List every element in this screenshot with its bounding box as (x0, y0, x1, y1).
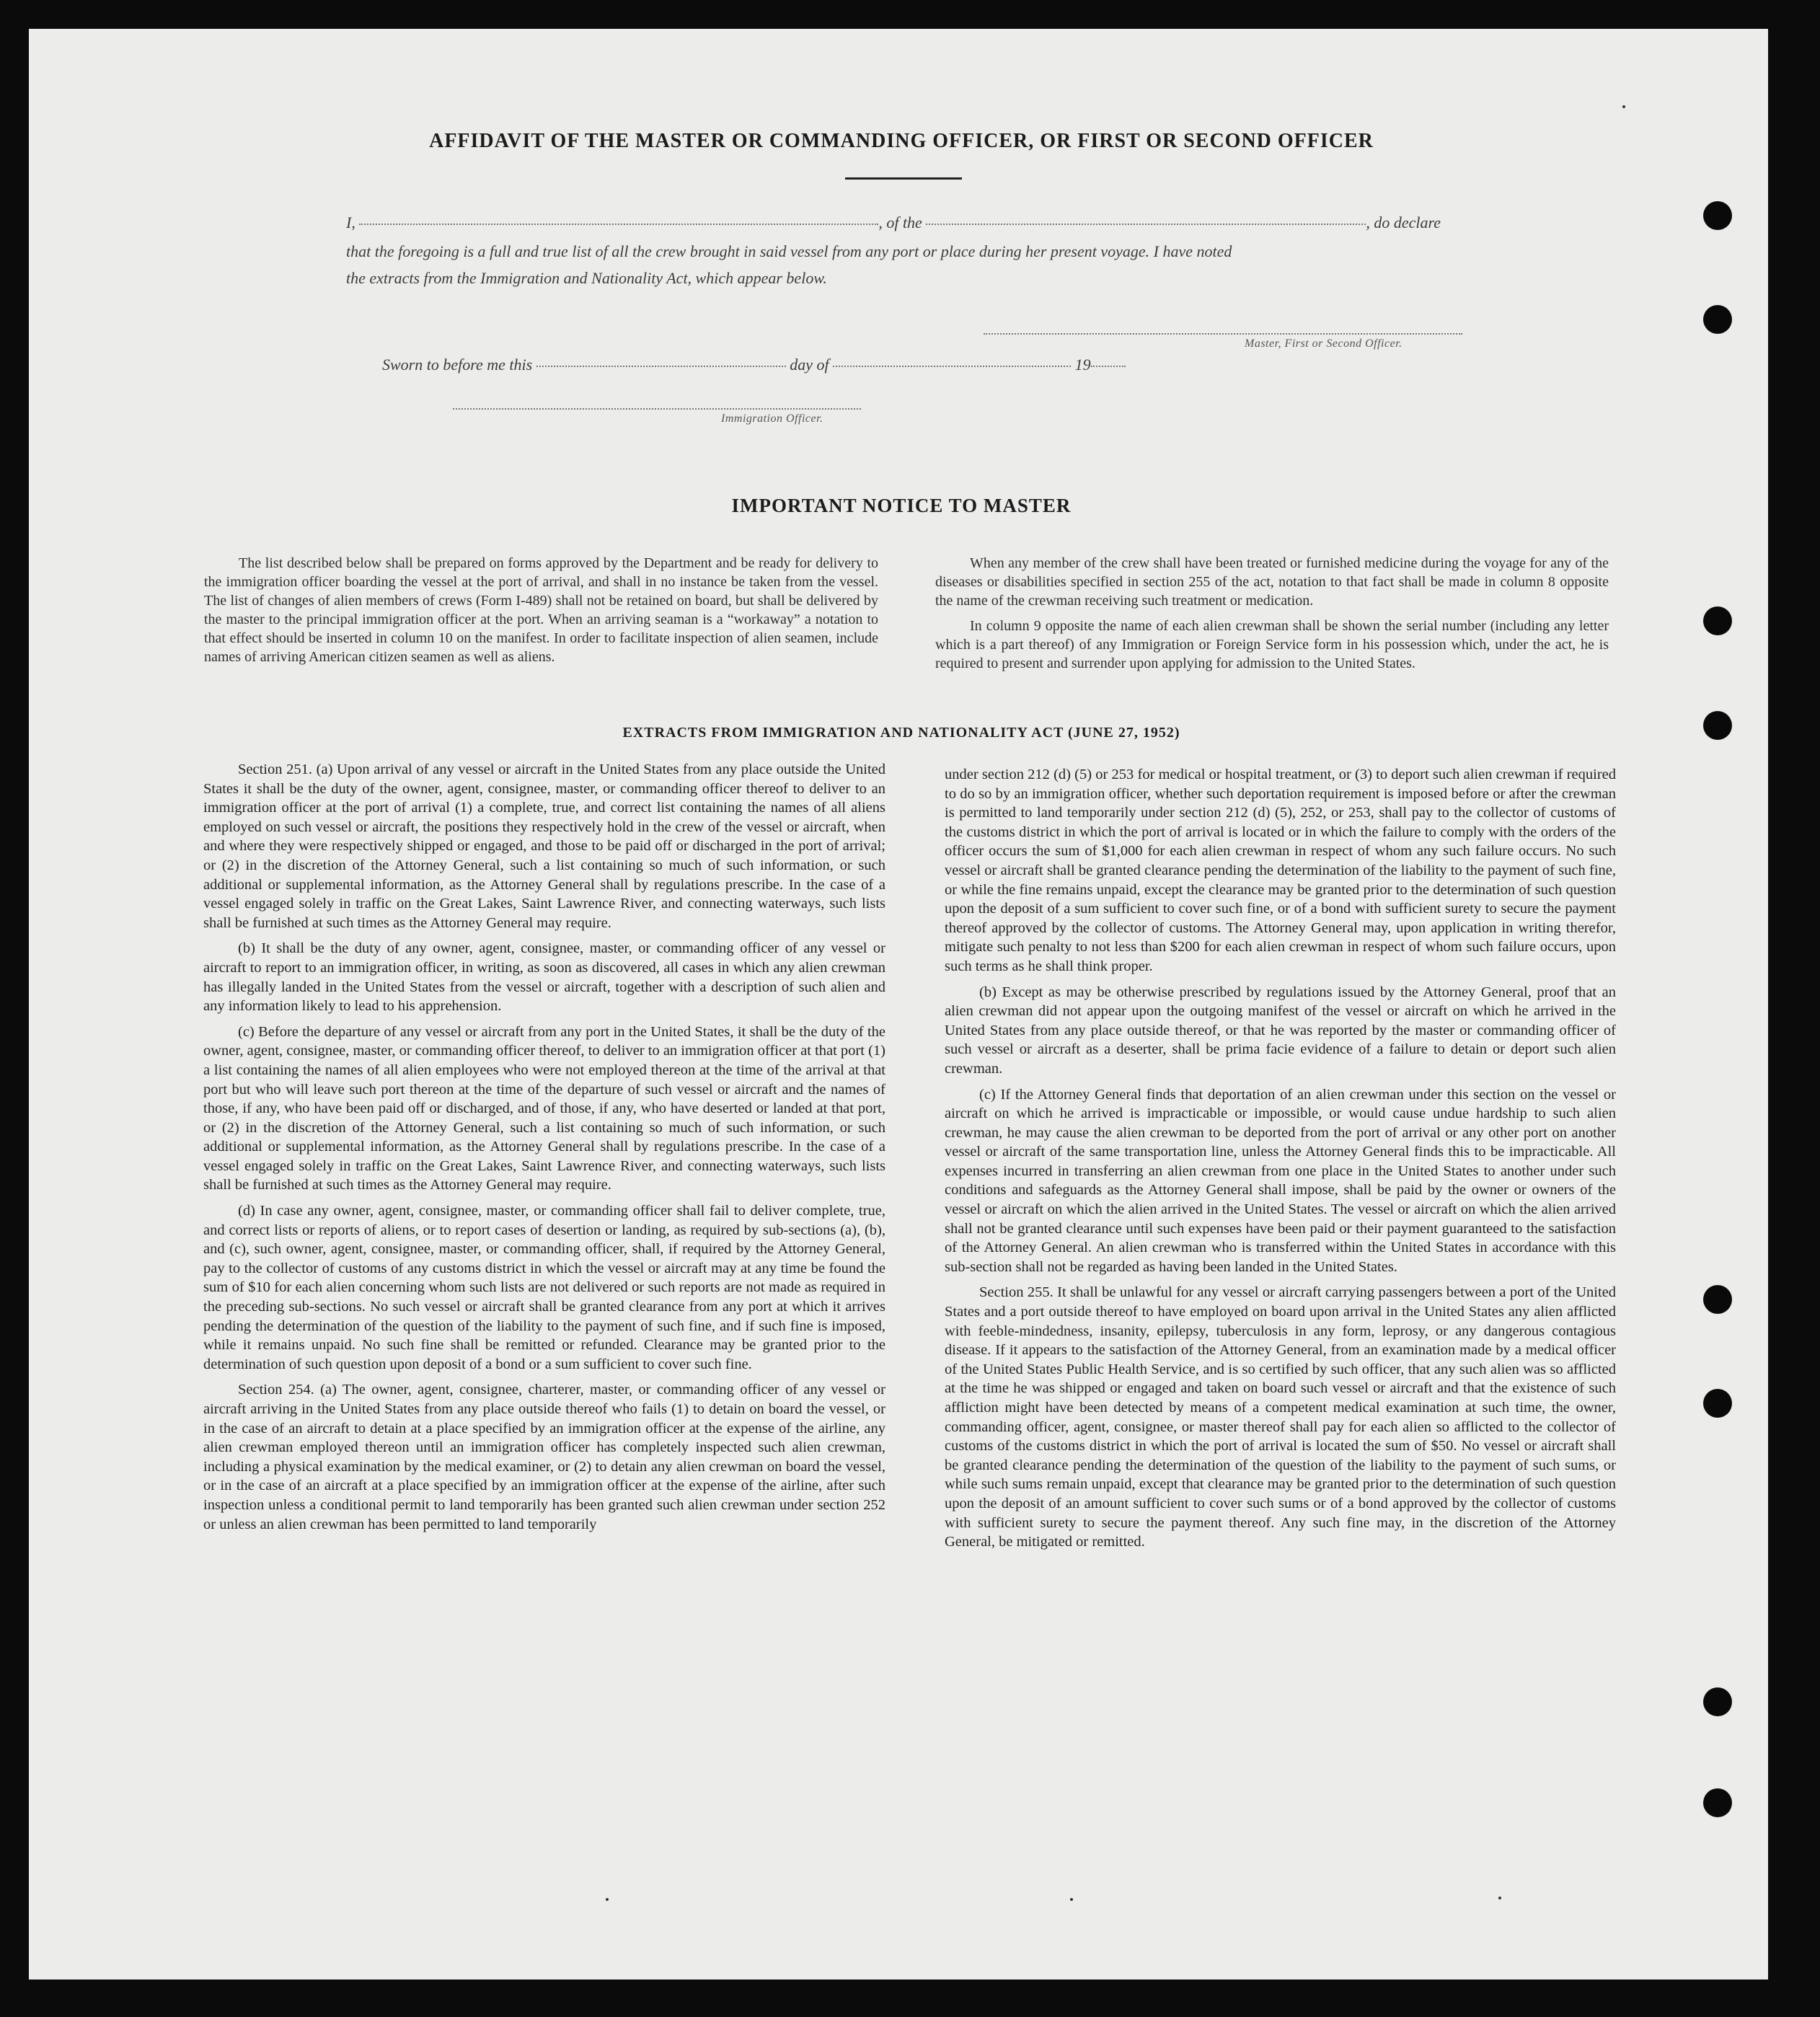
declarant-prefix: I, (346, 213, 355, 231)
sworn-prefix: Sworn to before me this (382, 356, 533, 374)
declaration-line-3: the extracts from the Immigration and Nationality Act, which appear below. (346, 269, 827, 287)
statute-paragraph: under section 212 (d) (5) or 253 for medical or hospital treatment, or (3) to deport such alien crewman if required to do so by an immigration officer, whether such deportation requirement is imposed before or after the crewman is permitted to land temporarily under section 212 (d) (5), 252, or 253, shall pay to the collector of customs of the customs district in which the port of arrival is located or in which the failure to comply with the orders of the officer occurs the sum of $1,000 for each alien crewman in respect of whom any such failure occurs. No such vessel or aircraft shall be granted clearance pending the determination of the liability to the payment of such fine, or while the fine remains unpaid, except the clearance may be granted prior to the determination of such question upon the deposit of a sum sufficient to cover such fine, or of a bond with sufficient surety to secure the payment thereof approved by the collector of customs. The Attorney General may, upon application in writing therefor, mitigate such penalty to not less than $200 for each alien crewman in respect of whom such failure occurs, upon such terms as he shall think proper. (945, 767, 1616, 974)
paper-speck (1070, 1898, 1073, 1901)
declaration-line-2: that the foregoing is a full and true list of all the crew brought in said vessel from any port or place during her present voyage. I have noted (346, 242, 1232, 260)
punch-hole (1703, 305, 1732, 334)
punch-hole (1703, 201, 1732, 230)
statute-paragraph: (c) If the Attorney General finds that deportation of an alien crewman under this section on the vessel or aircraft on which he arrived is impracticable or impossible, or would cause undue hardship to such alien crewman, he may cause the alien crewman to be deported from the port of arrival or any other port on another vessel or aircraft of the same transportation line, unless the Attorney General finds this to be impracticable. All expenses incurred in transferring an alien crewman from one place in the United States to another under such conditions and safeguards as the Attorney General shall impose, shall be paid by the owner or owners of the vessel or aircraft on which the alien arrived in the United States. The vessel or aircraft on which the alien arrived shall not be granted clearance until such expenses have been paid or their payment guaranteed to the satisfaction of the Attorney General. An alien crewman who is transferred within the United States in accordance with this sub-section shall not be regarded as having been landed in the United States. (945, 1086, 1616, 1275)
punch-hole (1703, 606, 1732, 635)
extracts-title: EXTRACTS FROM IMMIGRATION AND NATIONALITY ACT (JUNE 27, 1952) (622, 725, 1180, 741)
statute-paragraph: (b) Except as may be otherwise prescribed by regulations issued by the Attorney General, proof that an alien crewman did not appear upon the outgoing manifest of the vessel or aircraft on which he arrived in the United States from any place outside thereof, or that he was reported by the master or commanding officer of such vessel or aircraft as a deserter, shall be prima facie evidence of a failure to detain or deport such alien crewman. (945, 984, 1616, 1077)
statute-paragraph: Section 251. (a) Upon arrival of any vessel or aircraft in the United States from any place outside the United States it shall be the duty of the owner, agent, consignee, master, or commanding officer thereof to deliver to an immigration officer at the port of arrival (1) a complete, true, and correct list containing the names of all aliens employed on such vessel or aircraft, the positions they respectively hold in the crew of the vessel or aircraft, when and where they were respectively shipped or engaged, and those to be paid off or discharged in the port of arrival; or (2) in the discretion of the Attorney General, such a list containing so much of such information, or such additional or supplemental information, as the Attorney General shall by regulations prescribe. In the case of a vessel engaged solely in traffic on the Great Lakes, Saint Lawrence River, and connecting waterways, such lists shall be furnished at such times as the Attorney General may require. (203, 762, 885, 931)
sworn-line (382, 356, 1500, 374)
officer-signature-field[interactable] (453, 408, 861, 410)
vessel-name-field[interactable] (926, 224, 1366, 225)
sworn-year-field[interactable] (1091, 366, 1126, 367)
master-signature-field[interactable] (984, 333, 1462, 335)
punch-hole (1703, 1285, 1732, 1314)
affidavit-title: AFFIDAVIT OF THE MASTER OR COMMANDING OFFICER, OR FIRST OR SECOND OFFICER (429, 130, 1374, 152)
notice-paragraph: When any member of the crew shall have been treated or furnished medicine during the voyage for any of the diseases or disabilities specified in section 255 of the act, notation to that fact shall be made in column 8 opposite the name of the crewman receiving such treatment or medication. (935, 555, 1609, 609)
declarant-name-field[interactable] (359, 224, 878, 225)
notice-right-column (935, 554, 1609, 679)
statute-paragraph: (b) It shall be the duty of any owner, agent, consignee, master, or commanding officer of any vessel or aircraft to report to an immigration officer, in writing, as soon as discovered, all cases in which any alien crewman has illegally landed in the United States from the vessel or aircraft, together with a description of such alien and any information likely to lead to his apprehension. (203, 940, 885, 1015)
officer-signature-caption: Immigration Officer. (721, 412, 823, 425)
master-signature-caption: Master, First or Second Officer. (1245, 337, 1402, 350)
punch-hole (1703, 1687, 1732, 1716)
sworn-day-field[interactable] (536, 366, 786, 367)
statute-paragraph: (d) In case any owner, agent, consignee, master, or commanding officer shall fail to deliver complete, true, and correct lists or reports of aliens, or to report cases of desertion or landing, as required by sub-sections (a), (b), and (c), such owner, agent, consignee, master, or commanding officer, shall, if required by the Attorney General, pay to the collector of customs of any customs district in which the vessel or aircraft may at any time be found the sum of $10 for each alien concerning whom such lists are not delivered or such reports are not made as required in the preceding sub-sections. No such vessel or aircraft shall be granted clearance from any port at which it arrives pending the determination of the question of the liability to the payment of such fine, and if such fine is imposed, while it remains unpaid. No such fine shall be remitted or refunded. Clearance may be granted prior to the determination of such question upon deposit of a bond or a sum sufficient to cover such fine. (203, 1203, 885, 1372)
notice-left-column (204, 554, 878, 673)
statute-paragraph: Section 254. (a) The owner, agent, consignee, charterer, master, or commanding officer of any vessel or aircraft arriving in the United States from any place outside thereof who fails (1) to detain on board the vessel, or in the case of an aircraft to detain at a place specified by an immigration officer at the expense of the airline, any alien crewman employed thereon until an immigration officer has completely inspected such alien crewman, including a physical examination by the medical examiner, or (2) to detain any alien crewman on board the vessel, or in the case of an aircraft at a place specified by an immigration officer at the expense of the airline, after such inspection unless a conditional permit to land temporarily has been granted such alien crewman under section 252 or unless an alien crewman has been permitted to land temporarily (203, 1382, 885, 1532)
paper-speck (1498, 1897, 1501, 1899)
sworn-day-of: day of (790, 356, 829, 374)
extracts-right-column (945, 765, 1616, 1558)
paper-speck (1622, 105, 1625, 108)
paper-speck (606, 1898, 609, 1901)
punch-hole (1703, 1788, 1732, 1817)
declare-text: , do declare (1366, 213, 1441, 231)
notice-paragraph: The list described below shall be prepared on forms approved by the Department and be ready for delivery to the immigration officer boarding the vessel at the port of arrival, and shall in no instance be taken from the vessel. The list of changes of alien members of crews (Form I-489) shall not be retained on board, but shall be delivered by the master to the principal immigration officer at the port. When an arriving seaman is a “workaway” a notation to that effect should be inserted in column 10 on the manifest. In order to facilitate inspection of alien seamen, include names of arriving American citizen seamen as well as aliens. (204, 555, 878, 665)
declaration-line-1 (346, 213, 1464, 232)
sworn-month-field[interactable] (833, 366, 1071, 367)
punch-hole (1703, 1389, 1732, 1418)
statute-paragraph: (c) Before the departure of any vessel or aircraft from any port in the United States, it shall be the duty of the owner, agent, consignee, master, or commanding officer thereof, to deliver to an immigration officer at that port (1) a list containing the names of all alien employees who were not employed thereon at the time of the arrival at that port but who will leave such port thereon at the time of the departure of such vessel or aircraft and the names of those, if any, who have been paid off or discharged, and of those, if any, who have deserted or landed at that port, or (2) in the discretion of the Attorney General, such a list containing so much of such information, or such additional or supplemental information, as the Attorney General shall by regulations prescribe. In the case of a vessel engaged solely in traffic on the Great Lakes, Saint Lawrence River, and connecting waterways, such lists shall be furnished at such times as the Attorney General may require. (203, 1023, 885, 1193)
notice-title: IMPORTANT NOTICE TO MASTER (731, 495, 1072, 516)
notice-paragraph: In column 9 opposite the name of each alien crewman shall be shown the serial number (including any letter which is a part thereof) of any Immigration or Foreign Service form in his possession which, under the act, he is required to present and surrender upon applying for admission to the United States. (935, 618, 1609, 671)
statute-paragraph: Section 255. It shall be unlawful for any vessel or aircraft carrying passengers between a port of the United States and a port outside thereof to have employed on board upon arrival in the United States any alien afflicted with feeble-mindedness, insanity, epilepsy, tuberculosis in any form, leprosy, or any dangerous contagious disease. If it appears to the satisfaction of the Attorney General, from an examination made by a medical officer of the United States Public Health Service, and is so certified by such officer, that any such alien was so afflicted at the time he was shipped or engaged and taken on board such vessel or aircraft and that the existence of such affliction might have been detected by means of a competent medical examination at such time, the owner, commanding officer, agent, consignee, or master thereof shall pay for each alien so afflicted to the collector of customs of the customs district in which the port of arrival is located the sum of $50. No vessel or aircraft shall be granted clearance pending the determination of the question of the liability to the payment of such sums, or while such sums remain unpaid, except that clearance may be granted prior to the determination of such question upon the deposit of an amount sufficient to cover such sums or of a bond approved by the collector of customs with sufficient surety to secure the payment thereof. Any such fine may, in the discretion of the Attorney General, be mitigated or remitted. (945, 1284, 1616, 1550)
sworn-year-prefix: 19 (1074, 356, 1091, 374)
title-divider (845, 177, 962, 180)
extracts-left-column (203, 760, 885, 1540)
declarant-of-the: , of the (878, 213, 922, 231)
